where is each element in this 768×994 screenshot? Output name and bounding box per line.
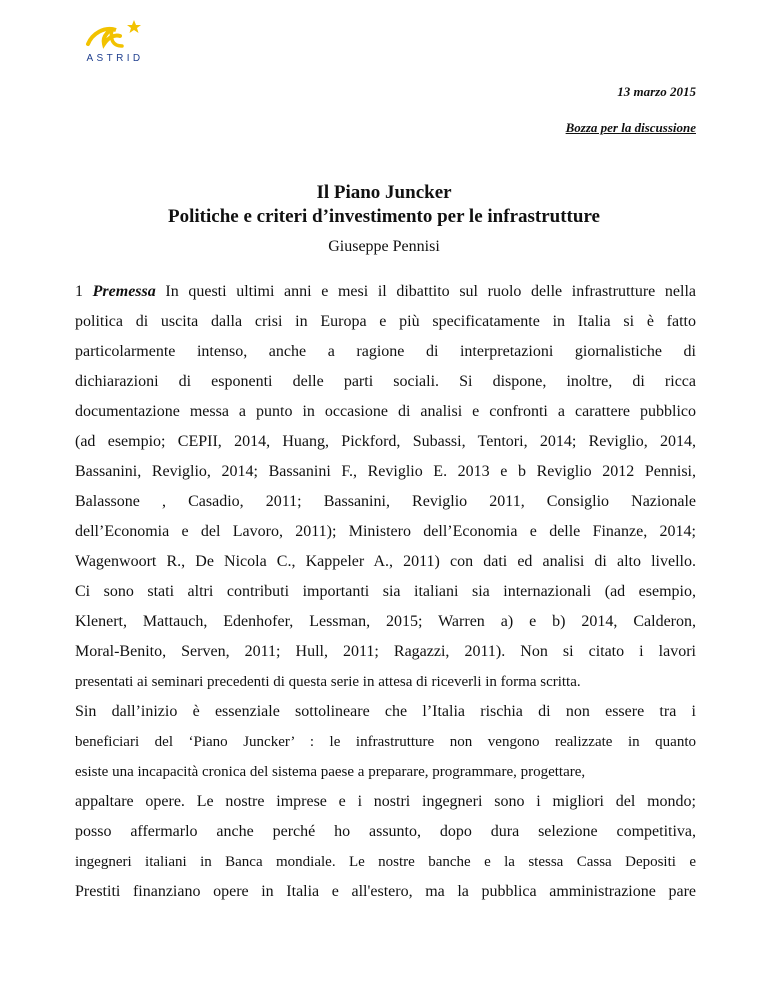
draft-label: Bozza per la discussione [565, 120, 696, 135]
paragraph-line: dell’Economia e del Lavoro, 2011); Ministero dell’Economia e delle Finanze, 2014; [75, 523, 696, 540]
author-name: Giuseppe Pennisi [328, 238, 440, 255]
paragraph-line: appaltare opere. Le nostre imprese e i nostri ingegneri sono i migliori del mondo; [75, 793, 696, 810]
paragraph-line: Klenert, Mattauch, Edenhofer, Lessman, 2015; Warren a) e b) 2014, Calderon, [75, 613, 696, 630]
paragraph-line: Wagenwoort R., De Nicola C., Kappeler A., 2011) con dati ed analisi di alto livello. [75, 553, 696, 570]
astrid-logo [62, 16, 168, 64]
paragraph-line: Moral-Benito, Serven, 2011; Hull, 2011; Ragazzi, 2011). Non si citato i lavori [75, 643, 696, 660]
document-title: Il Piano Juncker [316, 182, 452, 203]
astrid-logo-mark-icon [82, 16, 148, 54]
paragraph-line: presentati ai seminari precedenti di questa serie in attesa di riceverli in forma scritta. [75, 674, 581, 690]
document-subtitle: Politiche e criteri d’investimento per le infrastrutture [168, 206, 600, 227]
line-text: In questi ultimi anni e mesi il dibattito sul ruolo delle infrastrutture nella [155, 283, 697, 300]
logo-text: ASTRID [86, 53, 144, 64]
paragraph-line: esiste una incapacità cronica del sistema paese a preparare, programmare, progettare, [75, 764, 586, 780]
paragraph-line: ingegneri italiani in Banca mondiale. Le nostre banche e la stessa Cassa Depositi e [75, 854, 696, 870]
paragraph-line: documentazione messa a punto in occasione di analisi e confronti a carattere pubblico [75, 403, 696, 420]
paragraph-line: dichiarazioni di esponenti delle parti sociali. Si dispone, inoltre, di ricca [75, 373, 696, 390]
paragraph-line: Bassanini, Reviglio, 2014; Bassanini F., Reviglio E. 2013 e b Reviglio 2012 Pennisi, [75, 463, 696, 480]
paragraph-line [75, 282, 696, 302]
section-number: 1 [75, 283, 83, 300]
paragraph-line: beneficiari del ‘Piano Juncker’ : le infrastrutture non vengono realizzate in quanto [75, 734, 696, 750]
section-heading: Premessa [92, 283, 156, 300]
paragraph-line: politica di uscita dalla crisi in Europa e più specificatamente in Italia si è fatto [75, 313, 696, 330]
paragraph-line: Prestiti finanziano opere in Italia e all'estero, ma la pubblica amministrazione pare [75, 883, 696, 900]
paragraph-line: Ci sono stati altri contributi importanti sia italiani sia internazionali (ad esempio, [75, 583, 696, 600]
paragraph-line: (ad esempio; CEPII, 2014, Huang, Pickford, Subassi, Tentori, 2014; Reviglio, 2014, [75, 433, 696, 450]
document-date: 13 marzo 2015 [617, 84, 696, 99]
paragraph-line: Balassone , Casadio, 2011; Bassanini, Reviglio 2011, Consiglio Nazionale [75, 493, 696, 510]
paragraph-line: particolarmente intenso, anche a ragione di interpretazioni giornalistiche di [75, 343, 696, 360]
paragraph-line: posso affermarlo anche perché ho assunto, dopo dura selezione competitiva, [75, 823, 696, 840]
paragraph-line: Sin dall’inizio è essenziale sottolineare che l’Italia rischia di non essere tra i [75, 703, 696, 720]
